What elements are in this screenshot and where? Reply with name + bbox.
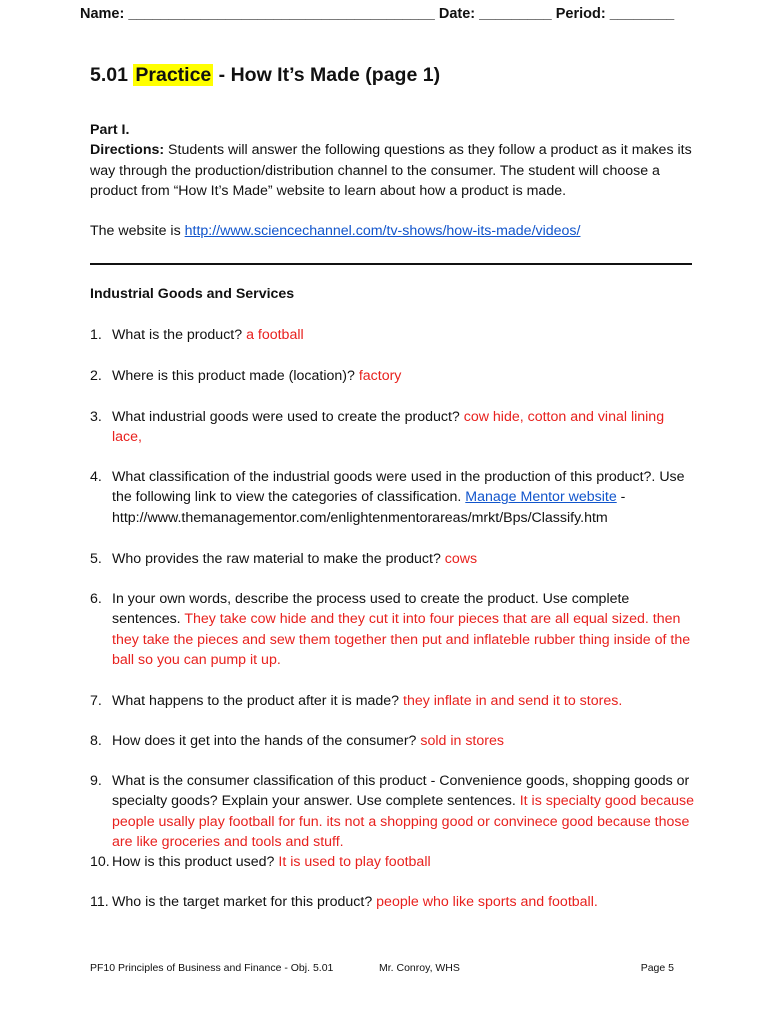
footer-page-number: Page 5 — [640, 962, 674, 974]
website-line — [90, 221, 695, 241]
question-text: Where is this product made (location)? — [112, 368, 359, 384]
question-text: Who provides the raw material to make the product? — [112, 551, 445, 567]
question-text: What classification of the industrial goods were used in the production of this product?. Use the following link to view the categories of classification. — [112, 469, 685, 506]
question-number: 2. — [90, 368, 102, 384]
answer-text: people who like sports and football. — [376, 894, 598, 910]
footer-course: PF10 Principles of Business and Finance - Obj. 5.01 — [90, 962, 334, 974]
answer-text: It is specialty good because people usally play football for fun. its not a shopping good or convinece good because those are like groceries and tools and stuff. — [112, 793, 695, 850]
question-item — [90, 852, 695, 872]
page-title — [90, 64, 440, 87]
section-title: Industrial Goods and Services — [90, 286, 295, 302]
header-fields — [80, 6, 700, 22]
directions — [90, 140, 695, 201]
title-prefix: 5.01 — [90, 64, 134, 86]
question-text: What happens to the product after it is made? — [112, 693, 404, 709]
period-blank: ________ — [609, 6, 675, 22]
question-item — [90, 771, 695, 852]
answer-text: factory — [358, 368, 402, 384]
question-number: 11. — [90, 894, 109, 910]
question-item — [90, 691, 695, 711]
answer-text: cows — [444, 551, 478, 567]
answer-text: cow hide, cotton and vinal lining lace, — [112, 409, 665, 446]
question-number: 3. — [90, 409, 102, 425]
question-text: What is the consumer classification of this product - Convenience goods, shopping goods or specialty goods? Explain your answer. Use complete sentences. — [112, 773, 690, 810]
title-highlight: Practice — [135, 64, 212, 86]
intro-block — [90, 120, 695, 242]
date-blank: _________ — [479, 6, 552, 22]
question-text: What is the product? — [112, 327, 247, 343]
question-number: 6. — [90, 591, 102, 607]
question-item — [90, 892, 695, 912]
question-number: 9. — [90, 773, 102, 789]
question-text: What industrial goods were used to create the product? — [112, 409, 464, 425]
name-blank: ______________________________________ — [128, 6, 435, 22]
question-item — [90, 407, 695, 448]
question-text: How is this product used? — [112, 854, 279, 870]
question-item — [90, 325, 695, 345]
answer-text: they inflate in and send it to stores. — [403, 693, 623, 709]
date-label: Date: — [438, 6, 476, 22]
question-number: 5. — [90, 551, 102, 567]
name-label: Name: — [80, 6, 125, 22]
page-footer — [90, 962, 680, 976]
question-text: How does it get into the hands of the consumer? — [112, 733, 421, 749]
part-label: Part I. — [90, 122, 130, 138]
directions-label: Directions: — [90, 142, 165, 159]
answer-text: sold in stores — [420, 733, 504, 749]
directions-text: Students will answer the following questions as they follow a product as it makes its way through the production/distribution channel to the consumer. The student will choose a product from “How It’s Made” website to learn about how a product is made. — [90, 142, 692, 199]
answer-text: It is used to play football — [278, 854, 431, 870]
question-number: 7. — [90, 693, 102, 709]
question-item — [90, 731, 695, 751]
title-suffix: - How It’s Made (page 1) — [213, 64, 441, 86]
question-number: 1. — [90, 327, 102, 343]
question-item — [90, 589, 695, 670]
footer-teacher: Mr. Conroy, WHS — [379, 962, 460, 974]
question-number: 8. — [90, 733, 102, 749]
website-text: The website is — [90, 223, 185, 240]
answer-text: They take cow hide and they cut it into four pieces that are all equal sized. then they take the pieces and sew them together then put and inflateble rubber thing inside of the ball so you can pump it up. — [112, 611, 691, 668]
answer-text: a football — [246, 327, 304, 343]
question-item — [90, 366, 695, 386]
website-link[interactable]: http://www.sciencechannel.com/tv-shows/how-its-made/videos/ — [184, 223, 581, 240]
divider — [90, 263, 692, 265]
question-text: Who is the target market for this product? — [112, 894, 377, 910]
question-item — [90, 549, 695, 569]
question-item — [90, 467, 695, 528]
question-number: 10. — [90, 854, 110, 870]
question-text: In your own words, describe the process used to create the product. Use complete sentences. — [112, 591, 630, 628]
question-url-text: - http://www.themanagementor.com/enlightenmentorareas/mrkt/Bps/Classify.htm — [112, 489, 626, 526]
question-number: 4. — [90, 469, 102, 485]
manage-mentor-link[interactable]: Manage Mentor website — [465, 489, 617, 506]
period-label: Period: — [555, 6, 606, 22]
